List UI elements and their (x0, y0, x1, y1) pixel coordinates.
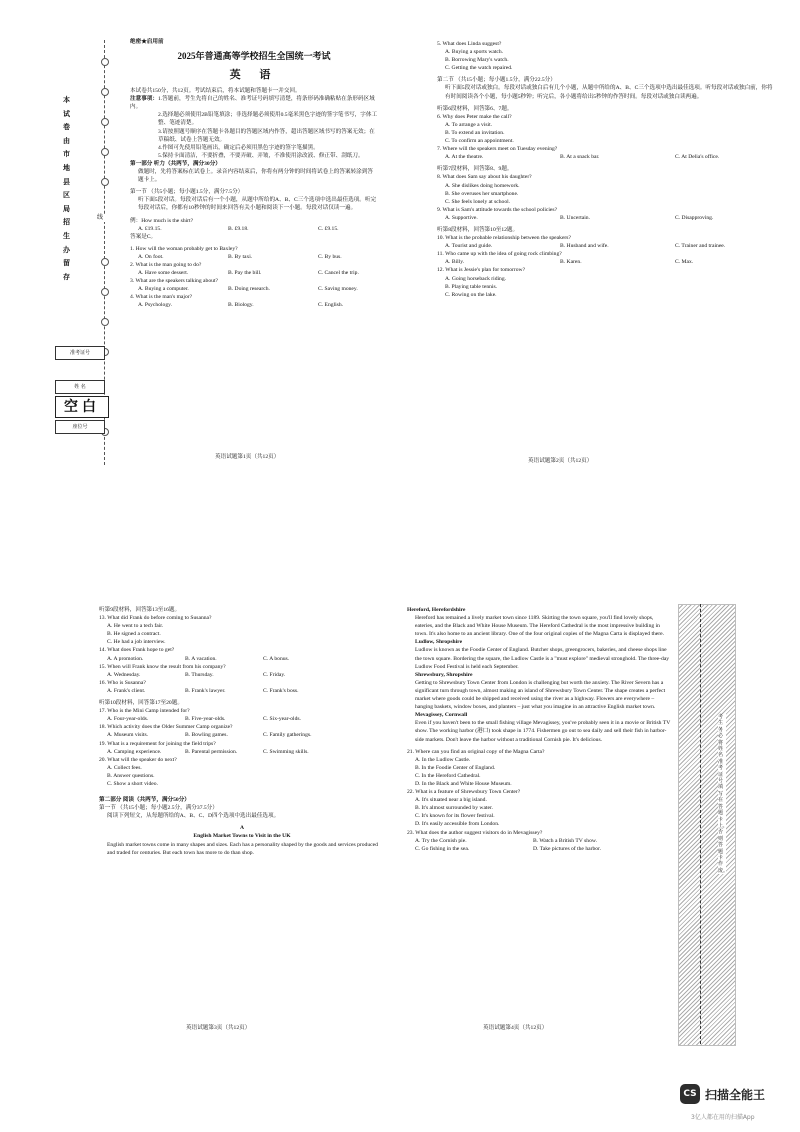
example-option: A. £19.15. (138, 225, 162, 232)
example-option: B. £9.18. (228, 225, 249, 232)
group-heading: 听第6段材料，回答第6、7题。 (437, 105, 513, 112)
binding-strip (678, 604, 734, 1044)
section-heading: 第一节 （共15小题；每小题2.5分，满分37.5分） (99, 805, 218, 812)
answer-option: B. A vacation. (185, 655, 217, 662)
exam-page-4 (400, 600, 800, 1040)
town-heading: Ludlow, Shropshire (415, 639, 463, 646)
confidential-label: 绝密★启用前 (130, 39, 164, 45)
answer-option: C. Six-year-olds. (263, 716, 301, 723)
answer-option: B. Karen. (560, 259, 582, 266)
question: 10. What is the probable relationship between the speakers? (437, 235, 571, 242)
question: 14. What does Frank hope to get? (99, 647, 175, 654)
section-instructions: 听下面5段对话或独白。每段对话或独白后有几个小题，从题中所给的A、B、C三个选项中选出最佳选项。听每段对话或独白前，你将有时间阅读各个小题，每小题5秒钟；听完后，各小题将给出5秒钟的作答时间。每段对话或独白读两遍。 (445, 85, 773, 100)
answer-option: A. Try the Cornish pie. (415, 837, 467, 844)
binding-hole (101, 118, 109, 126)
answer-option: C. English. (318, 302, 344, 309)
exam-page-3 (0, 600, 400, 1040)
answer-option: B. She overuses her smartphone. (445, 190, 519, 197)
answer-option: B. Frank's lawyer. (185, 687, 226, 694)
question: 6. Why does Peter make the call? (437, 113, 512, 120)
page-footer: 英语试题第1页（共12页） (215, 454, 280, 460)
exam-number-box: 准考证号 (55, 346, 105, 360)
answer-option: A. He went to a tech fair. (107, 623, 164, 630)
answer-option: C. Show a short video. (107, 780, 158, 787)
question: 11. Who came up with the idea of going rock climbing? (437, 251, 562, 258)
vertical-retention-notice: 本试卷由市地县区局招生办留存 (63, 96, 70, 281)
notice-item: 2.选择题必须使用2B铅笔填涂；非选择题必须使用0.5毫米黑色字迹的签字笔书写，字体工整、笔迹清楚。 (158, 112, 378, 127)
scanner-watermark (680, 1084, 765, 1104)
answer-option: B. Playing table tennis. (445, 283, 498, 290)
watermark-tagline: 3亿人都在用的扫描App (691, 1114, 755, 1121)
answer-option: A. A promotion. (107, 655, 144, 662)
answer-option: A. Buying a computer. (138, 286, 189, 293)
answer-option: D. In the Black and White House Museum. (415, 780, 512, 787)
answer-option: A. To arrange a visit. (445, 121, 493, 128)
strip-notice: 考生务必将姓名准考证号填写在答题卡上，否则答题卡作废。 (718, 714, 729, 874)
exam-page-2 (400, 28, 800, 468)
page-footer: 英语试题第4页（共12页） (483, 1025, 548, 1031)
subject-title: 英 语 (229, 69, 279, 82)
answer-option: C. Friday. (263, 671, 286, 678)
passage-paragraph: Ludlow is known as the Foodie Center of England. Butcher shops, greengrocers, bakeries, and cheese shops line the town square. Bordering the square, the Ludlow Castle is a "must explore" medieval stronghold. The three-day Ludlow Food Festival is held each September. (415, 647, 670, 670)
question: 5. What does Linda suggest? (437, 41, 502, 47)
question: 17. Who is the Mini Camp intended for? (99, 708, 190, 715)
binding-hole (101, 148, 109, 156)
answer-option: D. It's easily accessible from London. (415, 821, 500, 828)
cut-line (700, 604, 701, 1044)
passage-paragraph: Hereford has remained a lively market town since 1189. Skirting the town square, you'll find lovely shops, eateries, and the Black and White House Museum. The Hereford Cathedral is the most impressive building in town. It's also home to an ancient library. One of the four original copies of the Magna Carta is displayed there. (415, 615, 665, 638)
answer-option: C. To confirm an appointment. (445, 138, 514, 145)
watermark-app-name: 扫描全能王 (705, 1087, 766, 1102)
answer-option: C. Trainer and trainee. (675, 243, 726, 250)
question: 1. How will the woman probably get to Baxley? (130, 245, 238, 252)
binding-line-label: 线 (97, 214, 107, 222)
group-heading: 听第10段材料，回答第17至20题。 (99, 700, 183, 707)
answer-option: A. It's situated near a big island. (415, 797, 487, 804)
answer-option: B. Uncertain. (560, 214, 590, 221)
passage-paragraph: English market towns come in many shapes and sizes. Each has a personality shaped by the goods and services produced and traded for centuries. But each town has more to do than shop. (107, 841, 378, 856)
notice-item: 3.请按照题号顺序在答题卡各题目的答题区域内作答，超出答题区域书写的答案无效；在草稿纸、试卷上答题无效。 (158, 128, 375, 143)
notice-label: 注意事项： (130, 96, 158, 103)
question: 9. What is Sam's attitude towards the school policies? (437, 206, 558, 213)
camscanner-logo-icon: CS (680, 1084, 700, 1104)
question: 12. What is Jessie's plan for tomorrow? (437, 267, 526, 274)
answer-option: A. Going horseback riding. (445, 275, 507, 282)
notice-item: 1.答题前，考生先将自己的姓名、准考证号码填写清楚，将条形码准确粘贴在条形码区域内。 (130, 96, 375, 111)
part-instructions: 做题时，先将答案标在试卷上。录音内容结束后，你将有两分钟的时间将试卷上的答案转涂到答题卡上。 (138, 169, 373, 184)
answer-option: C. By bus. (318, 253, 342, 260)
example-answer: 答案是C。 (130, 233, 157, 240)
answer-option: B. Husband and wife. (560, 243, 609, 250)
answer-option: B. Borrowing Mary's watch. (445, 57, 509, 64)
answer-option: C. He had a job interview. (107, 639, 166, 646)
question: 21. Where can you find an original copy of the Magna Carta? (407, 748, 545, 755)
blank-stamp: 空白 (55, 396, 109, 418)
answer-option: C. A bonus. (263, 655, 290, 662)
passage-paragraph: Getting to Shrewsbury Town Center from London is challenging but worth the anxiety. The River Severn has a significant turn through town, almost making an island of Shrewsbury Town Center. The shape creates a perfect market where goods could be shipped and received using the river as a highway. Flowers are everywhere – hanging baskets, window boxes, and planters – just what you imagine in an attractive English market town. (415, 679, 666, 711)
answer-option: A. Tourist and guide. (445, 243, 493, 250)
binding-hole (101, 88, 109, 96)
answer-option: C. It's known for its flower festival. (415, 813, 495, 820)
binding-hole (101, 288, 109, 296)
page-3-content (99, 606, 385, 857)
answer-option: B. Biology. (228, 302, 254, 309)
answer-option: B. Watch a British TV show. (533, 837, 597, 844)
group-heading: 听第7段材料，回答第8、9题。 (437, 166, 513, 173)
answer-option: C. Saving money. (318, 286, 358, 293)
page-2-content (437, 40, 777, 299)
page-footer: 英语试题第3页（共12页） (186, 1025, 251, 1031)
answer-option: A. In the Ludlow Castle. (415, 756, 471, 763)
section-instructions: 听下面5段对话。每段对话后有一个小题，从题中所给的A、B、C三个选项中选出最佳选项。听完每段对话后，你都有10秒钟的时间来回答有关小题和阅读下一小题。每段对话仅读一遍。 (138, 197, 377, 212)
answer-option: C. Rowing on the lake. (445, 291, 497, 298)
answer-option: A. Psychology. (138, 302, 172, 309)
answer-option: C. She feels lonely at school. (445, 198, 511, 205)
question: 22. What is a feature of Shrewsbury Town Center? (407, 789, 521, 796)
passage-letter: A (239, 825, 245, 832)
binding-hole (101, 318, 109, 326)
answer-option: B. It's almost surrounded by water. (415, 805, 493, 812)
answer-option: B. In the Foodie Center of England. (415, 764, 496, 771)
answer-option: B. Pay the bill. (228, 270, 262, 277)
seat-number-box: 座位号 (55, 420, 105, 434)
question: 3. What are the speakers talking about? (130, 278, 218, 285)
passage-paragraph: Even if you haven't been to the small fishing village Mevagissey, you've probably seen it in a movie or British TV show. The working harbor (港口) took shape in 1774. Fishermen go out to sea daily and sell their fish in harbor-side markets. Don't leave the harbor without a traditional Cornish pie. It's delicious. (415, 720, 671, 743)
answer-option: A. On foot. (138, 253, 164, 260)
answer-option: A. Frank's client. (107, 687, 146, 694)
exam-page-1 (0, 28, 400, 468)
section-instructions: 阅读下列短文，从每题所给的A、B、C、D四个选项中选出最佳选项。 (107, 813, 280, 820)
answer-option: C. Go fishing in the sea. (415, 845, 470, 852)
answer-option: B. Parental permission. (185, 748, 238, 755)
answer-option: A. Collect fees. (107, 764, 142, 771)
question: 20. What will the speaker do next? (99, 756, 177, 763)
page-footer: 英语试题第2页（共12页） (528, 458, 593, 464)
section-heading: 第一节 （共5小题；每小题1.5分，满分7.5分） (130, 189, 244, 196)
question: 4. What is the man's major? (130, 294, 193, 301)
binding-hole (101, 58, 109, 66)
answer-option: A. Supportive. (445, 214, 478, 221)
answer-option: D. Take pictures of the harbor. (533, 845, 602, 852)
exam-title: 2025年普通高等学校招生全国统一考试 (177, 51, 331, 62)
question: 15. When will Frank know the result from his company? (99, 663, 226, 670)
name-box: 姓 名 (55, 380, 105, 394)
page-4-content (407, 606, 672, 853)
binding-hole (101, 258, 109, 266)
binding-hole (101, 178, 109, 186)
answer-option: A. Four-year-olds. (107, 716, 149, 723)
part-heading: 第一部分 听力（共两节，满分30分） (130, 160, 221, 167)
answer-option: B. Doing research. (228, 286, 270, 293)
answer-option: C. Family gatherings. (263, 732, 312, 739)
passage-title: English Market Towns to Visit in the UK (193, 833, 291, 840)
answer-option: A. Wednesday. (107, 671, 141, 678)
answer-option: A. Billy. (445, 259, 465, 266)
answer-option: C. Frank's boss. (263, 687, 299, 694)
example-question: 例：How much is the shirt? (130, 217, 194, 224)
question: 18. Which activity does the Older Summer Camp organize? (99, 724, 233, 731)
answer-option: C. Max. (675, 259, 694, 266)
answer-option: C. Disapproving. (675, 214, 714, 221)
question: 23. What does the author suggest visitors do in Mevagissey? (407, 829, 543, 836)
answer-option: B. To extend an invitation. (445, 129, 505, 136)
notice-item: 5.保持卡面清洁，不要折叠，不要弄破、弄皱，不准使用涂改液、修正带、刮纸刀。 (158, 152, 364, 159)
answer-option: B. Bowling games. (185, 732, 228, 739)
answer-option: A. At the theatre. (445, 154, 484, 161)
answer-option: C. Swimming skills. (263, 748, 309, 755)
town-heading: Hereford, Herefordshire (407, 607, 466, 613)
question: 16. Who is Susanna? (99, 679, 146, 686)
town-heading: Mevagissey, Cornwall (415, 712, 468, 719)
example-option: C. £9.15. (318, 225, 339, 232)
answer-option: A. Museum visits. (107, 732, 149, 739)
answer-option: B. Thursday. (185, 671, 214, 678)
question: 13. What did Frank do before coming to Susanna? (99, 615, 212, 622)
answer-option: B. At a snack bar. (560, 154, 600, 161)
notice-item: 4.作图可先使用铅笔画出，确定后必须用黑色字迹的签字笔描黑。 (158, 144, 319, 151)
exam-intro: 本试卷共150分，共12页。考试结束后，将本试题和答题卡一并交回。 (130, 88, 301, 95)
question: 2. What is the man going to do? (130, 261, 202, 268)
answer-option: A. Camping experience. (107, 748, 162, 755)
group-heading: 听第9段材料，回答第13至16题。 (99, 607, 181, 613)
answer-option: A. She dislikes doing homework. (445, 182, 520, 189)
question: 8. What does Sam say about his daughter? (437, 174, 532, 181)
answer-option: B. Five-year-olds. (185, 716, 226, 723)
answer-option: C. Getting the watch repaired. (445, 65, 513, 72)
question: 19. What is a requirement for joining the field trips? (99, 740, 216, 747)
answer-option: A. Buying a sports watch. (445, 49, 504, 56)
page-1-content (130, 38, 378, 310)
town-heading: Shrewsbury, Shropshire (415, 671, 473, 678)
answer-option: A. Have some dessert. (138, 270, 189, 277)
section-heading: 第二节 （共15小题；每小题1.5分，满分22.5分） (437, 77, 556, 84)
answer-option: C. Cancel the trip. (318, 270, 359, 277)
group-heading: 听第8段材料，回答第10至12题。 (437, 226, 519, 233)
answer-option: C. In the Hereford Cathedral. (415, 772, 481, 779)
answer-option: C. At Delia's office. (675, 154, 720, 161)
question: 7. Where will the speakers meet on Tuesday evening? (437, 146, 558, 153)
answer-option: B. He signed a contract. (107, 631, 161, 638)
answer-option: B. Answer questions. (107, 772, 155, 779)
answer-option: B. By taxi. (228, 253, 253, 260)
part-heading: 第二部分 阅读（共两节，满分50分） (99, 797, 190, 804)
